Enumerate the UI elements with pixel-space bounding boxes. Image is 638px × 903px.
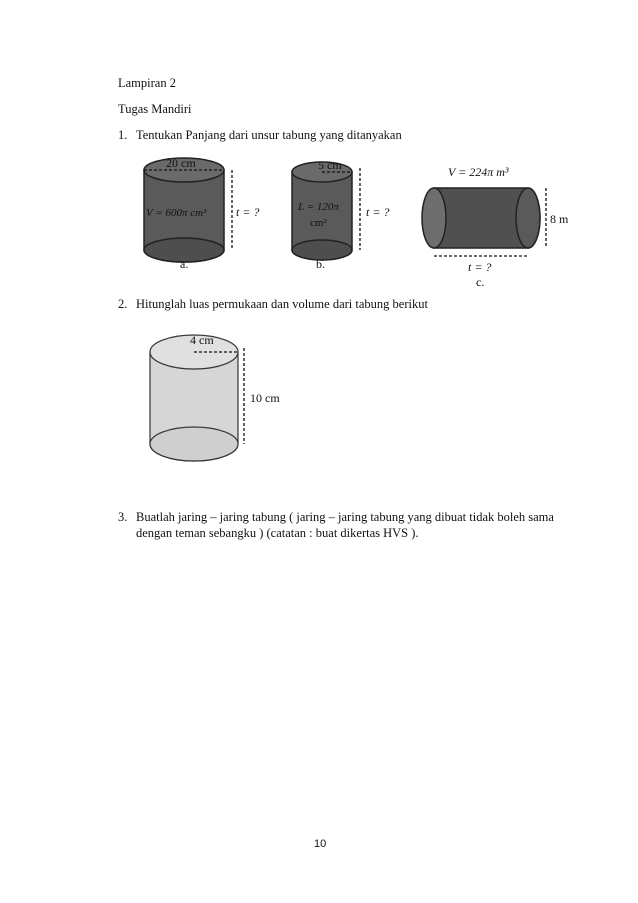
- fig-a-top-label: 20 cm: [166, 156, 196, 170]
- fig-b-area-label-1: L = 120π: [298, 201, 339, 213]
- q2-text: Hitunglah luas permukaan dan volume dari tabung berikut: [136, 297, 428, 311]
- figure-cylinder-b: [288, 156, 398, 270]
- q2-radius-label: 4 cm: [190, 333, 214, 347]
- fig-c-volume-label: V = 224π m³: [448, 165, 509, 179]
- fig-a-volume-label: V = 600π cm³: [146, 207, 207, 219]
- q3-text-line2: dengan teman sebangku ) (catatan : buat dikertas HVS ).: [136, 526, 419, 540]
- fig-c-length-label: t = ?: [468, 260, 492, 274]
- fig-b-caption: b.: [316, 257, 325, 271]
- q2-number: 2.: [118, 297, 128, 311]
- appendix-label: Lampiran 2: [118, 76, 176, 90]
- q2-height-label: 10 cm: [250, 391, 280, 405]
- fig-a-height-label: t = ?: [236, 205, 260, 219]
- page-number: 10: [314, 838, 327, 850]
- fig-b-top-label: 5 cm: [318, 158, 342, 172]
- figure-cylinder-a: [140, 152, 270, 270]
- q1-text: Tentukan Panjang dari unsur tabung yang ditanyakan: [136, 128, 402, 142]
- figure-cylinder-q2: [146, 322, 306, 472]
- fig-b-height-label: t = ?: [366, 205, 390, 219]
- q3-number: 3.: [118, 510, 128, 524]
- page-title: Tugas Mandiri: [118, 102, 192, 116]
- q3-text-line1: Buatlah jaring – jaring tabung ( jaring – jaring tabung yang dibuat tidak boleh sama: [136, 510, 554, 524]
- figure-cylinder-c: [418, 160, 588, 288]
- fig-a-caption: a.: [180, 257, 189, 271]
- fig-c-side-label: 8 m: [550, 212, 569, 226]
- fig-c-caption: c.: [476, 275, 485, 289]
- q1-number: 1.: [118, 128, 128, 142]
- fig-b-area-label-2: cm²: [310, 217, 327, 229]
